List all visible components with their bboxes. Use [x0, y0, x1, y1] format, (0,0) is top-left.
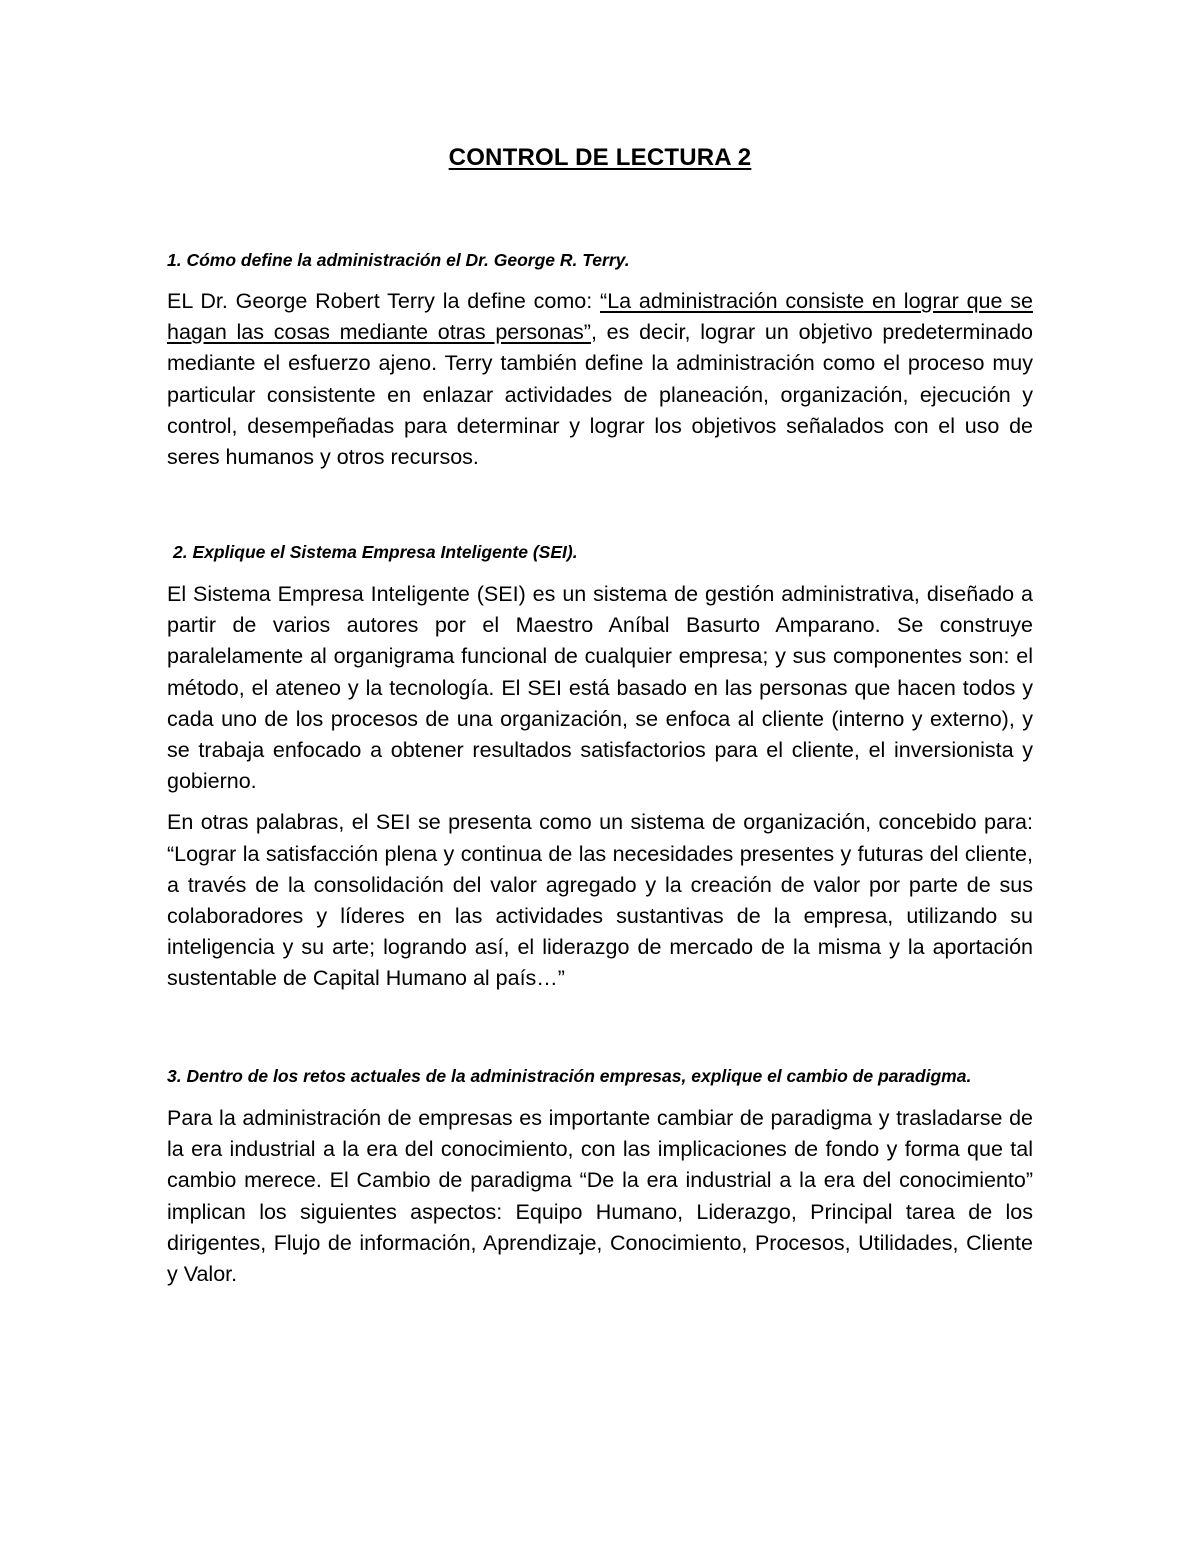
answer-1-rest: , es decir, lograr un objetivo predeterminado mediante el esfuerzo ajeno. Terry también define la administración como el proceso muy particular consistente en enlazar actividades de planeación, organización, ejecución y control, desempeñadas para determinar y lograr los objetivos señalados con el uso de seres humanos y otros recursos.	[167, 320, 1033, 470]
question-1-answer	[167, 286, 1033, 473]
question-2-answer-paragraph-2: En otras palabras, el SEI se presenta como un sistema de organización, concebido para: “Lograr la satisfacción plena y continua de las necesidades presentes y futuras del cliente, a través de la consolidación del valor agregado y la creación de valor por parte de sus colaboradores y líderes en las actividades sustantivas de la empresa, utilizando su inteligencia y su arte; logrando así, el liderazgo de mercado de la misma y la aportación sustentable de Capital Humano al país…”	[167, 810, 1033, 991]
question-3-section	[167, 1064, 1033, 1290]
answer-1-intro: EL Dr. George Robert Terry la define como:	[167, 289, 601, 313]
answer-1-quote: “La administración consiste en lograr que se hagan las cosas mediante otras personas”	[167, 289, 1033, 345]
question-2-section	[167, 540, 1033, 995]
question-1-section	[167, 248, 1033, 473]
question-3-heading: 3. Dentro de los retos actuales de la administración empresas, explique el cambio de paradigma.	[167, 1066, 972, 1086]
question-2-answer-paragraph-1: El Sistema Empresa Inteligente (SEI) es un sistema de gestión administrativa, diseñado a partir de varios autores por el Maestro Aníbal Basurto Amparano. Se construye paralelamente al organigrama funcional de cualquier empresa; y sus componentes son: el método, el ateneo y la tecnología. El SEI está basado en las personas que hacen todos y cada uno de los procesos de una organización, se enfoca al cliente (interno y externo), y se trabaja enfocado a obtener resultados satisfactorios para el cliente, el inversionista y gobierno.	[167, 582, 1033, 794]
question-3-answer: Para la administración de empresas es importante cambiar de paradigma y trasladarse de la era industrial a la era del conocimiento, con las implicaciones de fondo y forma que tal cambio merece. El Cambio de paradigma “De la era industrial a la era del conocimiento” implican los siguientes aspectos: Equipo Humano, Liderazgo, Principal tarea de los dirigentes, Flujo de información, Aprendizaje, Conocimiento, Procesos, Utilidades, Cliente y Valor.	[167, 1106, 1033, 1287]
question-2-heading: 2. Explique el Sistema Empresa Inteligente (SEI).	[173, 542, 578, 562]
document-title: CONTROL DE LECTURA 2	[448, 144, 752, 171]
question-1-heading: 1. Cómo define la administración el Dr. George R. Terry.	[167, 250, 630, 270]
